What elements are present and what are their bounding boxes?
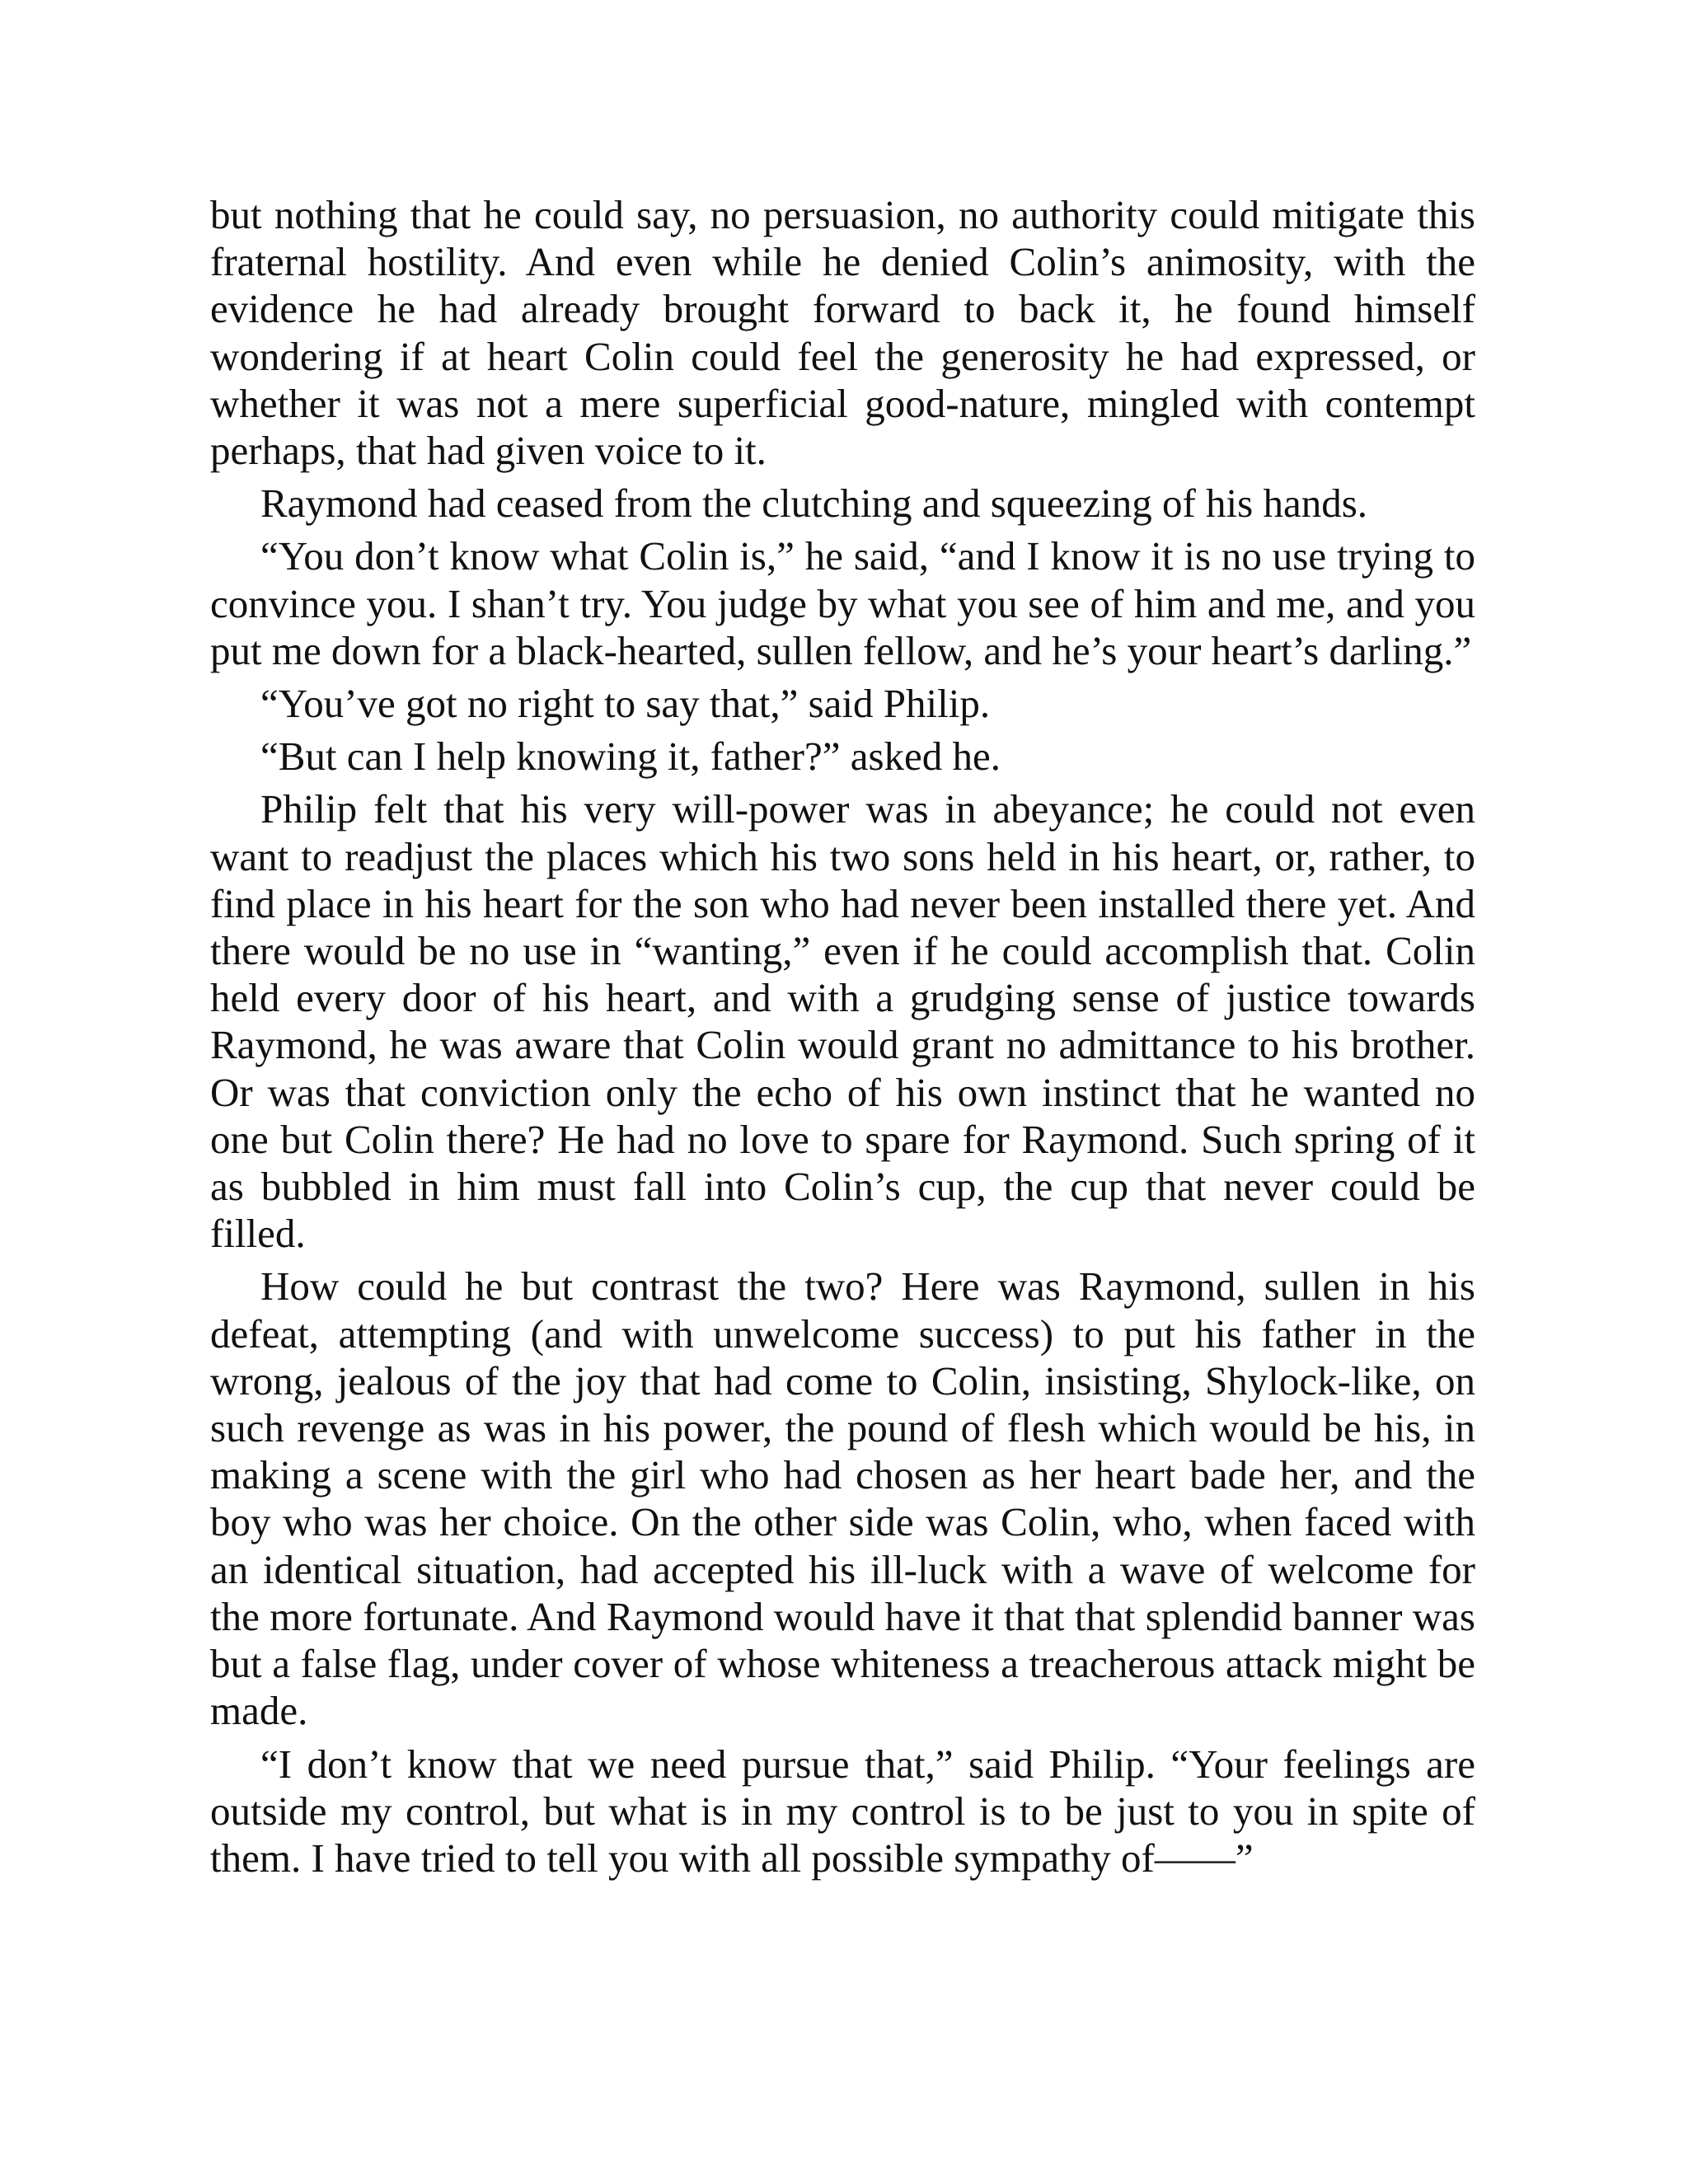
- paragraph-3: “You don’t know what Colin is,” he said, “and I know it is no use trying to convince you. I shan’t try. You judge by what you see of him and me, and you put me down for a black-hearted, sullen fellow, and he’s your heart’s darling.”: [210, 533, 1475, 673]
- paragraph-1: but nothing that he could say, no persuasion, no authority could mitigate this fraternal hostility. And even while he denied Colin’s animosity, with the evidence he had already brought forward to back it, he found himself wondering if at heart Colin could feel the generosity he had expressed, or whether it was not a mere superficial good-nature, mingled with contempt perhaps, that had given voice to it.: [210, 192, 1475, 474]
- paragraph-5: “But can I help knowing it, father?” asked he.: [260, 733, 1001, 780]
- paragraph-4: “You’ve got no right to say that,” said Philip.: [260, 681, 991, 727]
- paragraph-8: “I don’t know that we need pursue that,” said Philip. “Your feelings are outside my control, but what is in my control is to be just to you in spite of them. I have tried to tell you with all possible sympathy of——”: [210, 1741, 1475, 1881]
- paragraph-6: Philip felt that his very will-power was in abeyance; he could not even want to readjust the places which his two sons held in his heart, or, rather, to find place in his heart for the son who had never been installed there yet. And there would be no use in “wanting,” even if he could accomplish that. Colin held every door of his heart, and with a grudging sense of justice towards Raymond, he was aware that Colin would grant no admittance to his brother. Or was that conviction only the echo of his own instinct that he wanted no one but Colin there? He had no love to spare for Raymond. Such spring of it as bubbled in him must fall into Colin’s cup, the cup that never could be filled.: [210, 786, 1475, 1257]
- paragraph-2: Raymond had ceased from the clutching and squeezing of his hands.: [260, 480, 1368, 527]
- paragraph-7: How could he but contrast the two? Here was Raymond, sullen in his defeat, attempting (and with unwelcome success) to put his father in the wrong, jealous of the joy that had come to Colin, insisting, Shylock-like, on such revenge as was in his power, the pound of flesh which would be his, in making a scene with the girl who had chosen as her heart bade her, and the boy who was her choice. On the other side was Colin, who, when faced with an identical situation, had accepted his ill-luck with a wave of welcome for the more fortunate. And Raymond would have it that that splendid banner was but a false flag, under cover of whose whiteness a treacherous attack might be made.: [210, 1263, 1475, 1734]
- book-page-text: [210, 191, 1475, 1887]
